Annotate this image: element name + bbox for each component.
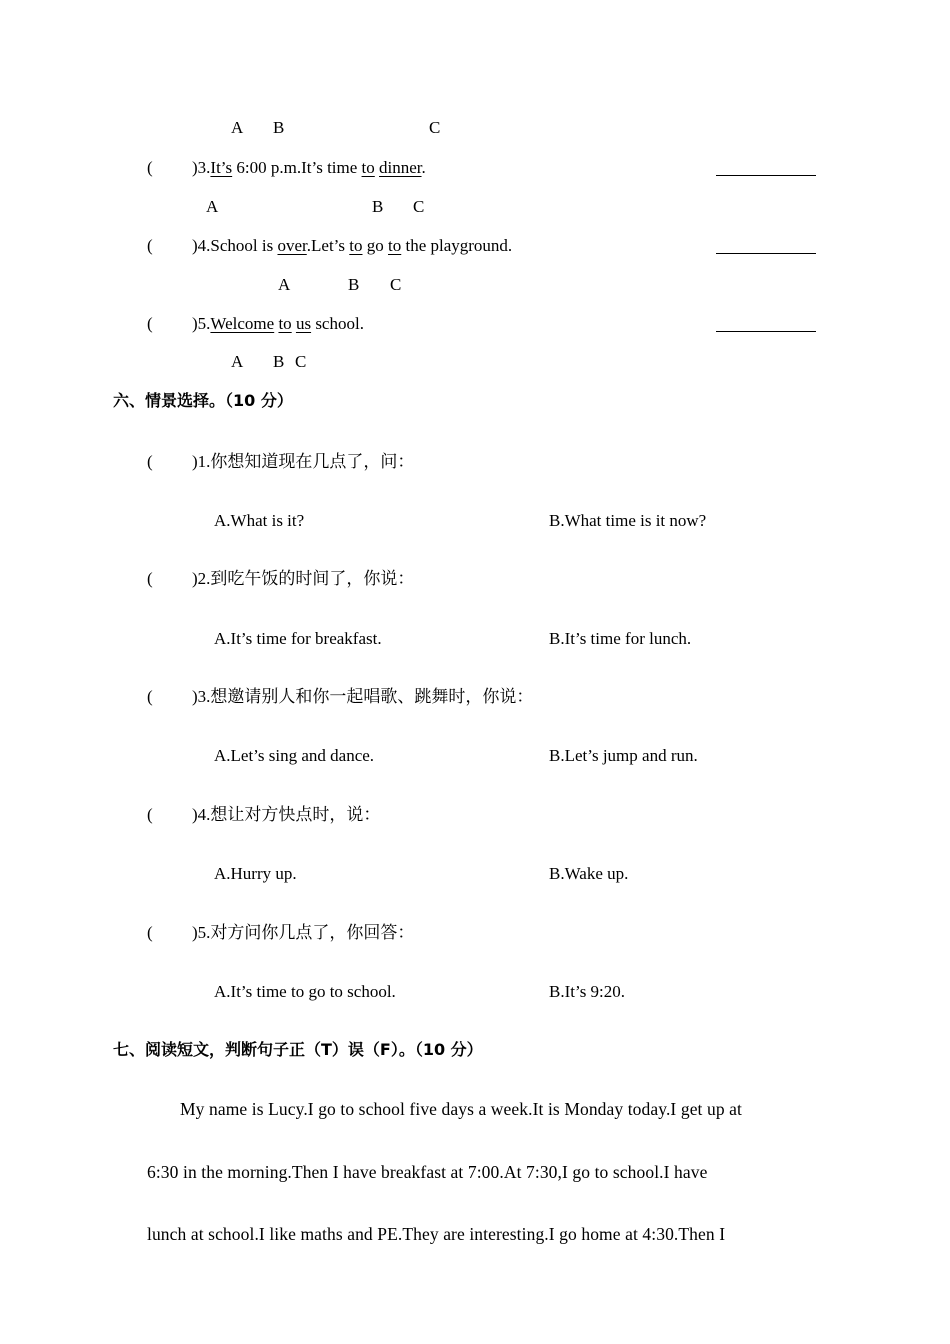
s6-q1-option-a: A.What is it? <box>214 511 305 530</box>
q4-letter-c: C <box>390 275 402 294</box>
q2-letter-c: C <box>429 118 441 137</box>
s6-q3-paren: ( <box>147 687 153 706</box>
q4-sentence: )4.School is over.Let’s to go to the playground. <box>192 236 513 255</box>
q5-letter-b: B <box>273 352 285 371</box>
q3-letter-c: C <box>413 197 425 216</box>
q3-letter-a: A <box>206 197 219 216</box>
s6-q4-paren: ( <box>147 805 153 824</box>
section6-title: 六、情景选择。（10 分） <box>113 391 293 410</box>
s6-q5-stem: )5.对方问你几点了，你回答： <box>192 923 415 942</box>
q3-letter-b: B <box>372 197 384 216</box>
q5-letter-a: A <box>231 352 244 371</box>
q3-answer-paren: ( <box>147 158 153 177</box>
q5-sentence: )5.Welcome to us school. <box>192 314 364 333</box>
q4-answer-paren: ( <box>147 236 153 255</box>
q5-letter-c: C <box>295 352 307 371</box>
q4-letter-b: B <box>348 275 360 294</box>
q4-answer-blank[interactable] <box>716 253 816 254</box>
s6-q2-paren: ( <box>147 569 153 588</box>
passage-line-1: My name is Lucy.I go to school five days a week.It is Monday today.I get up at <box>180 1099 742 1119</box>
s6-q5-option-b: B.It’s 9:20. <box>549 982 626 1001</box>
s6-q2-stem: )2.到吃午饭的时间了，你说： <box>192 569 415 588</box>
s6-q4-option-a: A.Hurry up. <box>214 864 297 883</box>
q5-answer-blank[interactable] <box>716 331 816 332</box>
q5-answer-paren: ( <box>147 314 153 333</box>
section7-title: 七、阅读短文，判断句子正（T）误（F）。（10 分） <box>113 1040 483 1059</box>
q2-letter-a: A <box>231 118 244 137</box>
s6-q3-option-b: B.Let’s jump and run. <box>549 746 698 765</box>
s6-q1-option-b: B.What time is it now? <box>549 511 707 530</box>
q3-sentence: )3.It’s 6:00 p.m.It’s time to dinner. <box>192 158 426 177</box>
s6-q5-paren: ( <box>147 923 153 942</box>
s6-q4-option-b: B.Wake up. <box>549 864 629 883</box>
s6-q3-option-a: A.Let’s sing and dance. <box>214 746 375 765</box>
s6-q2-option-b: B.It’s time for lunch. <box>549 629 692 648</box>
s6-q1-stem: )1.你想知道现在几点了，问： <box>192 452 415 471</box>
q4-letter-a: A <box>278 275 291 294</box>
passage-line-2: 6:30 in the morning.Then I have breakfast at 7:00.At 7:30,I go to school.I have <box>147 1162 708 1182</box>
q2-letter-b: B <box>273 118 285 137</box>
s6-q3-stem: )3.想邀请别人和你一起唱歌、跳舞时，你说： <box>192 687 534 706</box>
q3-answer-blank[interactable] <box>716 175 816 176</box>
passage-line-3: lunch at school.I like maths and PE.They are interesting.I go home at 4:30.Then I <box>147 1224 726 1244</box>
s6-q5-option-a: A.It’s time to go to school. <box>214 982 396 1001</box>
s6-q4-stem: )4.想让对方快点时，说： <box>192 805 381 824</box>
s6-q1-paren: ( <box>147 452 153 471</box>
s6-q2-option-a: A.It’s time for breakfast. <box>214 629 382 648</box>
